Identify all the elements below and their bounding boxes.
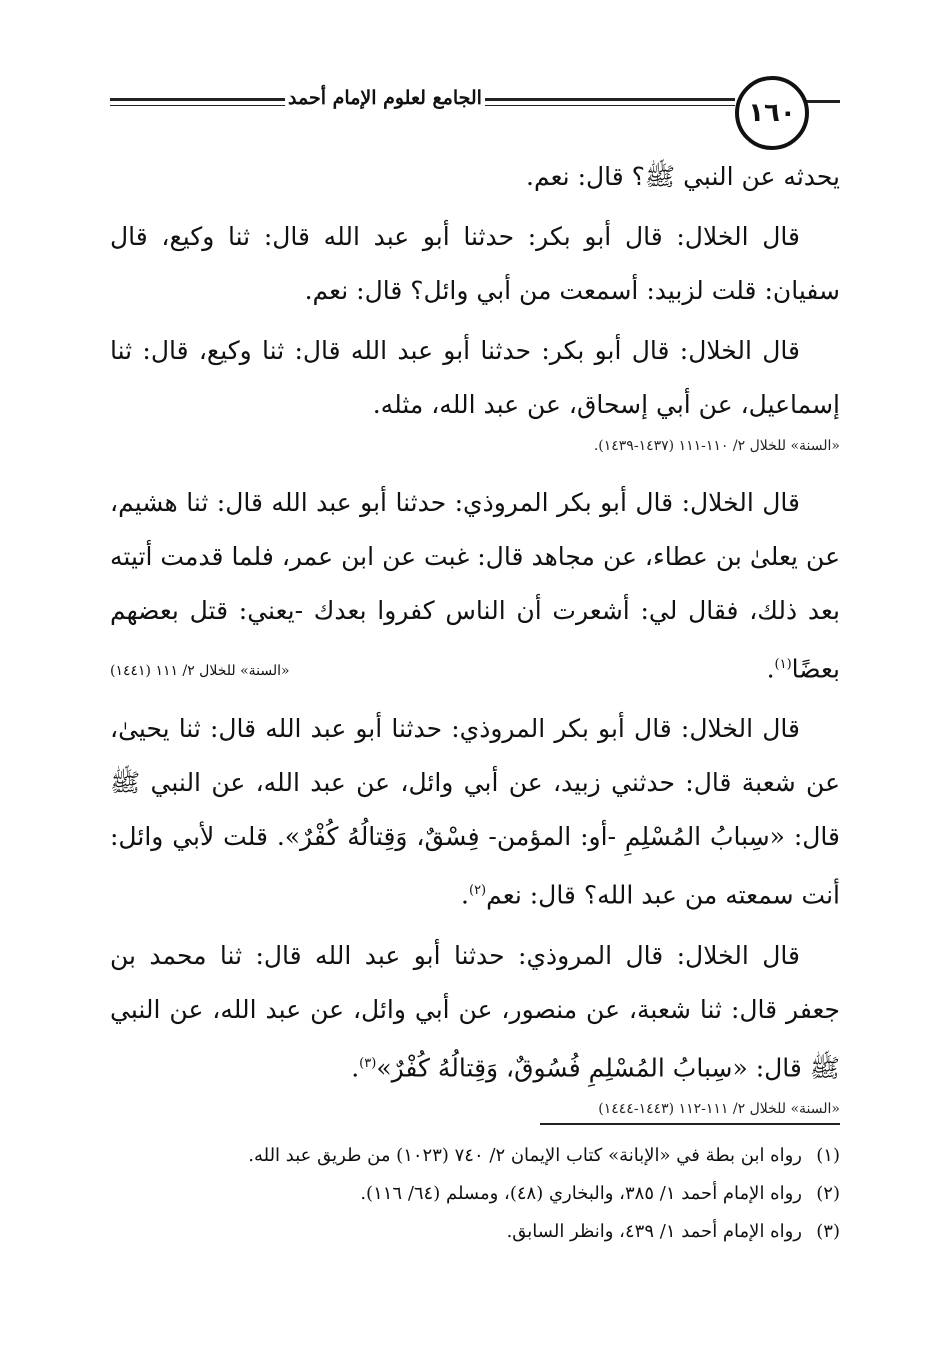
- footnote-ref-2[interactable]: (٢): [468, 883, 487, 899]
- footnote-number: (٣): [816, 1221, 840, 1242]
- header-rule-left-thin: [110, 105, 285, 106]
- paragraph-3: قال الخلال: قال أبو بكر: حدثنا أبو عبد الله قال: ثنا وكيع، قال: ثنا إسماعيل، عن أبي إسحاق، عن عبد الله، مثله.: [110, 336, 840, 419]
- footnote-1: [110, 1137, 840, 1175]
- footnote-ref-3[interactable]: (٣): [359, 1055, 377, 1071]
- page-number: [735, 76, 809, 150]
- footnote-text: رواه ابن بطة في «الإبانة» كتاب الإيمان ٢/ ٧٤٠ (١٠٢٣) من طريق عبد الله.: [248, 1145, 802, 1166]
- paragraph-4: قال الخلال: قال أبو بكر المروذي: حدثنا أبو عبد الله قال: ثنا هشيم، عن يعلىٰ بن عطاء، عن مجاهد قال: غبت عن ابن عمر، فلما قدمت أتيته بعد ذلك، فقال لي: أشعرت أن الناس كفروا بعدك -يعني: قتل بعضهم بعضًا$^{(١)}$. «السنة» للخلال ٢/ ١١١ (١٤٤١): [110, 476, 840, 696]
- footnote-2: [110, 1175, 840, 1213]
- footnotes: [110, 1137, 840, 1251]
- footnote-ref-1[interactable]: (١): [774, 657, 792, 672]
- page-number-text: ١٦٠: [748, 98, 796, 128]
- main-text: [110, 150, 840, 1139]
- footnote-number: (١): [816, 1145, 840, 1166]
- footnote-3: [110, 1213, 840, 1251]
- source-citation: «السنة» للخلال ٢/ ١١٠-١١١ (١٤٣٧-١٤٣٩).: [593, 438, 840, 454]
- header-rule-middle-thin: [485, 105, 735, 106]
- header-rule-right: [805, 100, 840, 103]
- header-rule-middle: [485, 98, 735, 101]
- book-title: الجامع لعلوم الإمام أحمد: [285, 87, 485, 109]
- footnote-number: (٢): [816, 1183, 840, 1204]
- footnote-text: رواه الإمام أحمد ١/ ٤٣٩، وانظر السابق.: [506, 1221, 802, 1242]
- footnote-separator: [540, 1123, 840, 1125]
- header-rule-left: [110, 98, 285, 101]
- paragraph-6: قال الخلال: قال المروذي: حدثنا أبو عبد الله قال: ثنا محمد بن جعفر قال: ثنا شعبة، عن منصور، عن أبي وائل، عن عبد الله، عن النبي ﷺ قال: «سِبابُ المُسْلِمِ فُسُوقٌ، وَقِتالُهُ كُفْرٌ»$^{(٣)}$.: [110, 940, 840, 1082]
- source-citation: «السنة» للخلال ٢/ ١١١-١١٢ (١٤٤٣-١٤٤٤): [598, 1100, 840, 1117]
- paragraph-1: يحدثه عن النبي ﷺ؟ قال: نعم.: [526, 162, 840, 191]
- paragraph-2: قال الخلال: قال أبو بكر: حدثنا أبو عبد الله قال: ثنا وكيع، قال سفيان: قلت لزبيد: أسمعت من أبي وائل؟ قال: نعم.: [110, 222, 840, 305]
- footnote-text: رواه الإمام أحمد ١/ ٣٨٥، والبخاري (٤٨)، ومسلم (٦٤/ ١١٦).: [360, 1183, 802, 1204]
- page-header: [110, 70, 840, 150]
- paragraph-5: قال الخلال: قال أبو بكر المروذي: حدثنا أبو عبد الله قال: ثنا يحيىٰ، عن شعبة قال: حدثني زبيد، عن أبي وائل، عن عبد الله، عن النبي ﷺ قال: «سِبابُ المُسْلِمِ -أو: المؤمن- فِسْقٌ، وَقِتالُهُ كُفْرٌ». قلت لأبي وائل: أنت سمعته من عبد الله؟ قال: نعم$^{(٢)}$.: [110, 714, 840, 910]
- source-citation-inline: «السنة» للخلال ٢/ ١١١ (١٤٤١): [110, 663, 290, 679]
